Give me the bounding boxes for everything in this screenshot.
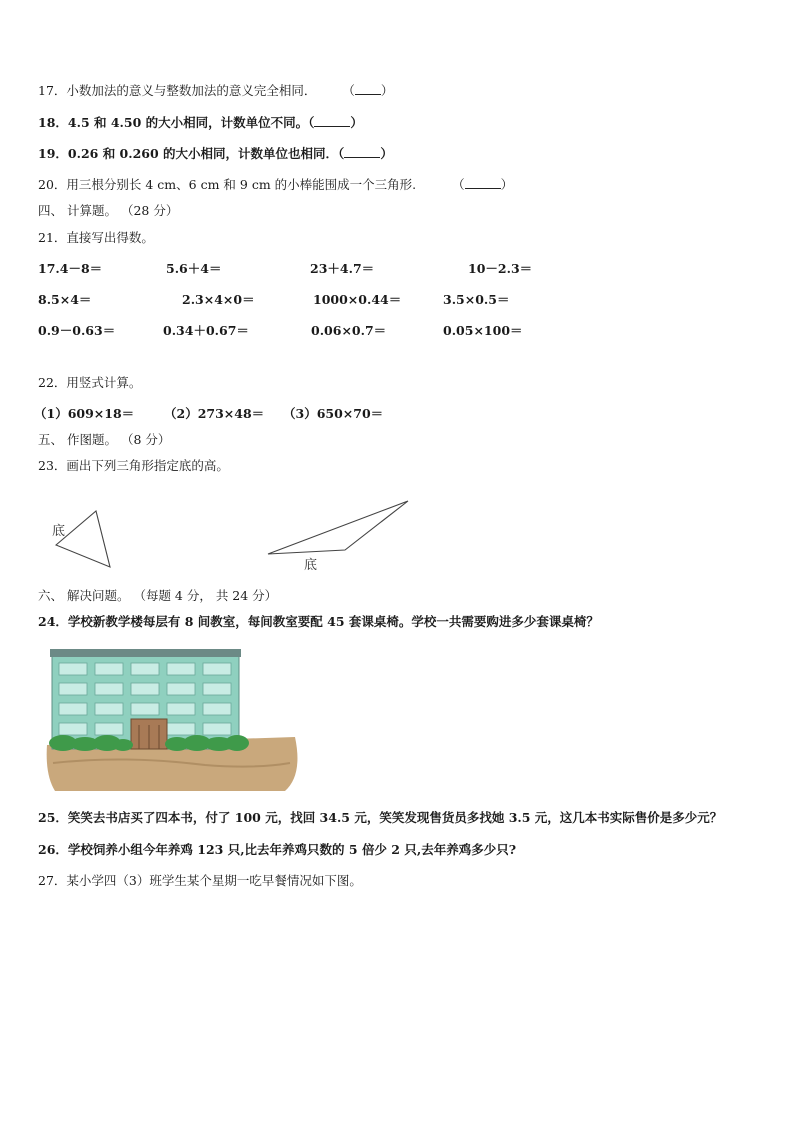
vertical-calc-item: （3）650×70＝ xyxy=(283,406,384,421)
calc-item: 23＋4.7＝ xyxy=(310,261,375,276)
answer-blank[interactable] xyxy=(355,83,381,95)
vertical-calc-item: （1）609×18＝ xyxy=(34,406,135,421)
calc-item: 10－2.3＝ xyxy=(468,261,533,276)
triangle-2 xyxy=(268,501,408,554)
question-21-title: 21．直接写出得数。 xyxy=(38,230,154,245)
calc-item: 5.6＋4＝ xyxy=(166,261,222,276)
school-building-image xyxy=(45,645,305,795)
vertical-calc-item: （2）273×48＝ xyxy=(164,406,265,421)
paren-close: ） xyxy=(380,146,393,161)
triangles-figure xyxy=(40,495,440,580)
calc-item: 0.05×100＝ xyxy=(443,323,523,338)
question-26: 26．学校饲养小组今年养鸡 123 只,比去年养鸡只数的 5 倍少 2 只,去年养鸡多少只? xyxy=(38,842,517,857)
answer-blank[interactable] xyxy=(314,115,350,127)
calc-item: 2.3×4×0＝ xyxy=(182,292,255,307)
section-4-heading: 四、 计算题。 （28 分） xyxy=(38,203,179,218)
section-5-heading: 五、 作图题。 （8 分） xyxy=(38,432,171,447)
question-text: 17．小数加法的意义与整数加法的意义完全相同． xyxy=(38,83,317,98)
paren-close: ） xyxy=(350,115,363,130)
paren-close: ） xyxy=(380,83,394,98)
calc-item: 0.06×0.7＝ xyxy=(311,323,387,338)
triangle-1 xyxy=(56,511,110,567)
answer-blank[interactable] xyxy=(344,146,380,158)
calc-item: 3.5×0.5＝ xyxy=(443,292,510,307)
question-text: 19．0.26 和 0.260 的大小相同，计数单位也相同． xyxy=(38,146,339,161)
question-20 xyxy=(38,177,513,193)
calc-item: 1000×0.44＝ xyxy=(313,292,402,307)
question-18 xyxy=(38,115,363,131)
calc-item: 8.5×4＝ xyxy=(38,292,92,307)
base-label-1: 底 xyxy=(52,524,66,539)
paren-close: ） xyxy=(500,177,514,192)
section-6-heading: 六、 解决问题。 （每题 4 分， 共 24 分） xyxy=(38,588,278,603)
calc-item: 17.4－8＝ xyxy=(38,261,103,276)
paren-open: （ xyxy=(452,177,465,192)
paren-open: （ xyxy=(342,83,355,98)
question-text: 20．用三根分别长 4 cm、6 cm 和 9 cm 的小棒能围成一个三角形. xyxy=(38,177,417,192)
question-17 xyxy=(38,83,393,99)
question-24: 24．学校新教学楼每层有 8 间教室，每间教室要配 45 套课桌椅。学校一共需要购进多少套课桌椅？ xyxy=(38,614,599,629)
calc-item: 0.9－0.63＝ xyxy=(38,323,116,338)
question-22-title: 22．用竖式计算。 xyxy=(38,375,142,390)
paren-open: （ xyxy=(338,146,345,161)
paren-open: （ xyxy=(308,115,315,130)
question-27: 27．某小学四（3）班学生某个星期一吃早餐情况如下图。 xyxy=(38,873,362,888)
calc-item: 0.34＋0.67＝ xyxy=(163,323,249,338)
building-roof xyxy=(50,649,241,657)
question-text: 18．4.5 和 4.50 的大小相同，计数单位不同。 xyxy=(38,115,309,130)
question-23-title: 23．画出下列三角形指定底的高。 xyxy=(38,458,229,473)
base-label-2: 底 xyxy=(304,558,318,573)
question-25: 25．笑笑去书店买了四本书，付了 100 元，找回 34.5 元，笑笑发现售货员多找她 3.5 元，这几本书实际售价是多少元？ xyxy=(38,810,723,825)
question-19 xyxy=(38,146,393,162)
answer-blank[interactable] xyxy=(465,177,501,189)
